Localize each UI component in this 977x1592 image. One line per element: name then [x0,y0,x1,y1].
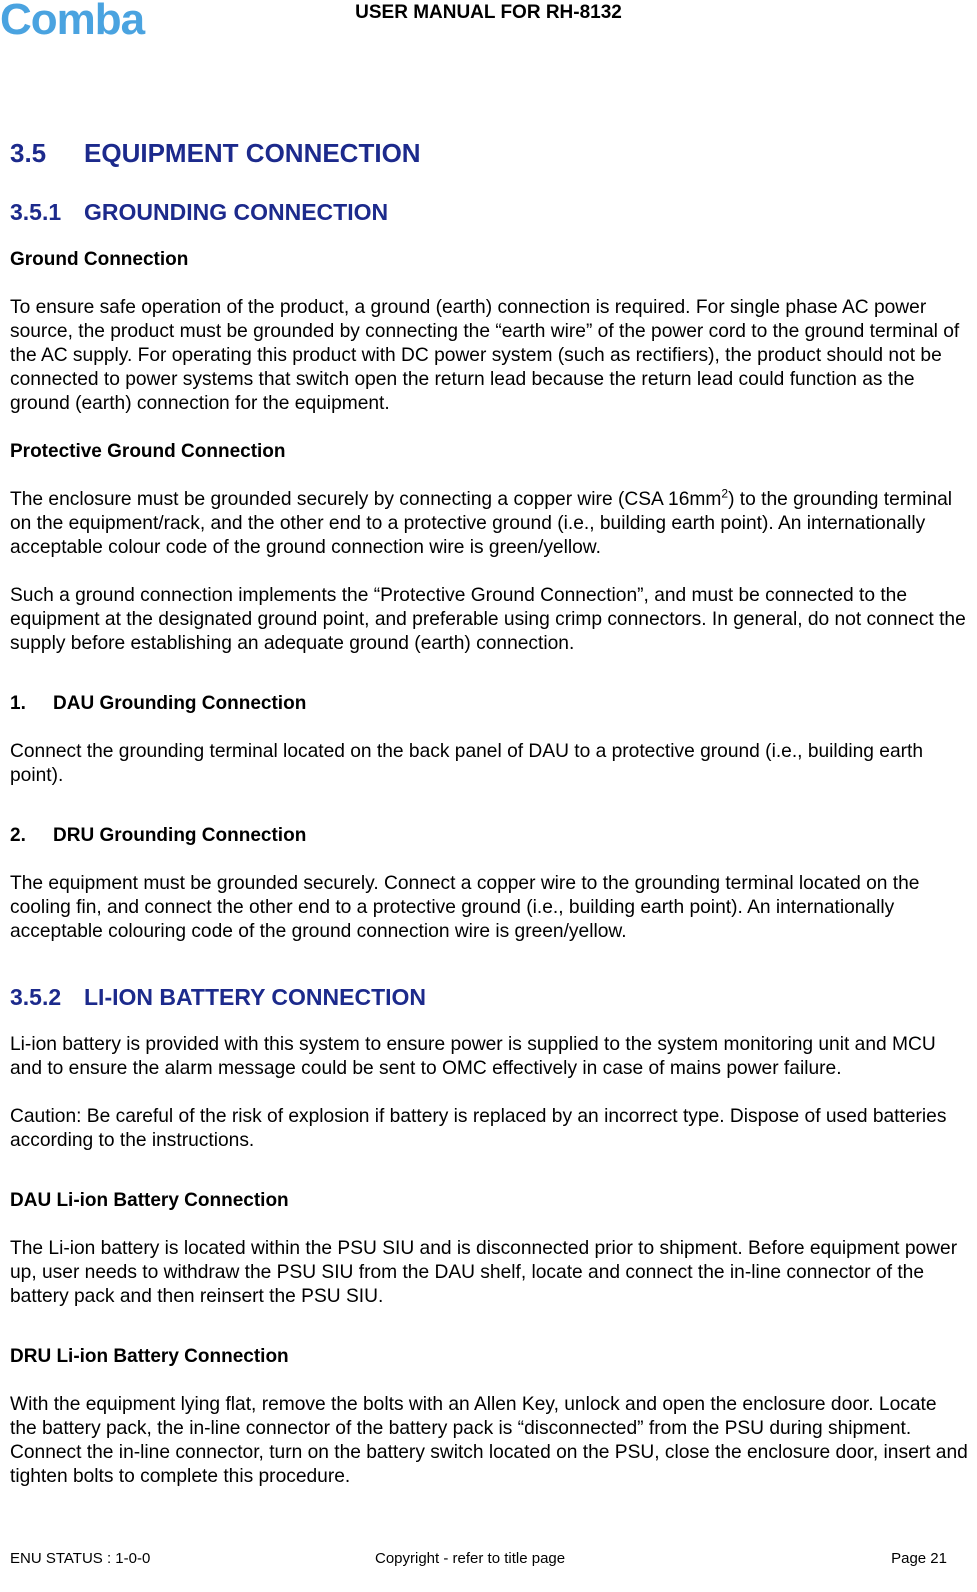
battery-caution-text: Caution: Be careful of the risk of explosion if battery is replaced by an incorrect type. Dispose of used batteries according to the instructions. [10,1106,947,1151]
dru-grounding-text: The equipment must be grounded securely. Connect a copper wire to the grounding terminal located on the cooling fin, and connect the other end to a protective ground (i.e., building earth point). An internationally acceptable colouring code of the ground connection wire is green/yellow. [10,873,920,942]
subsection-heading-battery [10,984,968,1011]
protective-ground-text: The enclosure must be grounded securely by connecting a copper wire (CSA $16mm^2$) to the grounding terminal on the equipment/rack, and the other end to a protective ground (i.e., building earth point). An internationally acceptable colour code of the ground connection wire is green/yellow. [10,486,953,558]
ground-connection-text: To ensure safe operation of the product, a ground (earth) connection is required. For single phase AC power source, the product must be grounded by connecting the “earth wire” of the power cord to the ground terminal of the AC supply. For operating this product with DC power system (such as rectifiers), the product should not be connected to power systems that switch open the return lead because the return lead could function as the ground (earth) connection for the equipment. [10,297,960,414]
ground-connection-heading: Ground Connection [10,249,189,270]
section-number: 3.5 [10,138,47,168]
dru-grounding-heading: 2. DRU Grounding Connection [10,825,307,846]
footer-page-number: Page 21 [891,1550,947,1567]
dru-battery-text: With the equipment lying flat, remove the bolts with an Allen Key, unlock and open the enclosure door. Locate the battery pack, the in-line connector of the battery pack is “disconnected” from the PSU during shipment. Connect the in-line connector, turn on the battery switch located on the PSU, close the enclosure door, insert and tighten bolts to complete this procedure. [10,1394,968,1487]
footer-copyright: Copyright - refer to title page [375,1550,566,1567]
subsection-title: LI-ION BATTERY CONNECTION [84,984,427,1010]
section-title: EQUIPMENT CONNECTION [84,138,421,168]
footer-status: ENU STATUS : 1-0-0 [10,1550,151,1567]
subsection-title: GROUNDING CONNECTION [84,199,389,225]
battery-intro-text: Li-ion battery is provided with this system to ensure power is supplied to the system monitoring unit and MCU and to ensure the alarm message could be sent to OMC effectively in case of mains power failure. [10,1034,936,1079]
protective-ground-heading: Protective Ground Connection [10,441,286,462]
subsection-number: 3.5.2 [10,984,62,1010]
document-body [10,138,968,1489]
header-title: USER MANUAL FOR RH-8132 [355,2,622,23]
dau-battery-heading: DAU Li-ion Battery Connection [10,1190,289,1211]
dau-battery-text: The Li-ion battery is located within the PSU SIU and is disconnected prior to shipment. Before equipment power up, user needs to withdraw the PSU SIU from the DAU shelf, locate and connect the in-line connector of the battery pack and then reinsert the PSU SIU. [10,1238,958,1307]
dau-grounding-text: Connect the grounding terminal located on the back panel of DAU to a protective ground (i.e., building earth point). [10,741,924,786]
subsection-heading-grounding [10,199,968,226]
section-heading [10,138,968,169]
protective-ground-text-2: Such a ground connection implements the “Protective Ground Connection”, and must be connected to the equipment at the designated ground point, and preferable using crimp connectors. In general, do not connect the supply before establishing an adequate ground (earth) connection. [10,585,966,654]
dau-grounding-heading: 1. DAU Grounding Connection [10,693,307,714]
dru-battery-heading: DRU Li-ion Battery Connection [10,1346,289,1367]
subsection-number: 3.5.1 [10,199,62,225]
comba-logo-text: Comba [0,0,145,40]
